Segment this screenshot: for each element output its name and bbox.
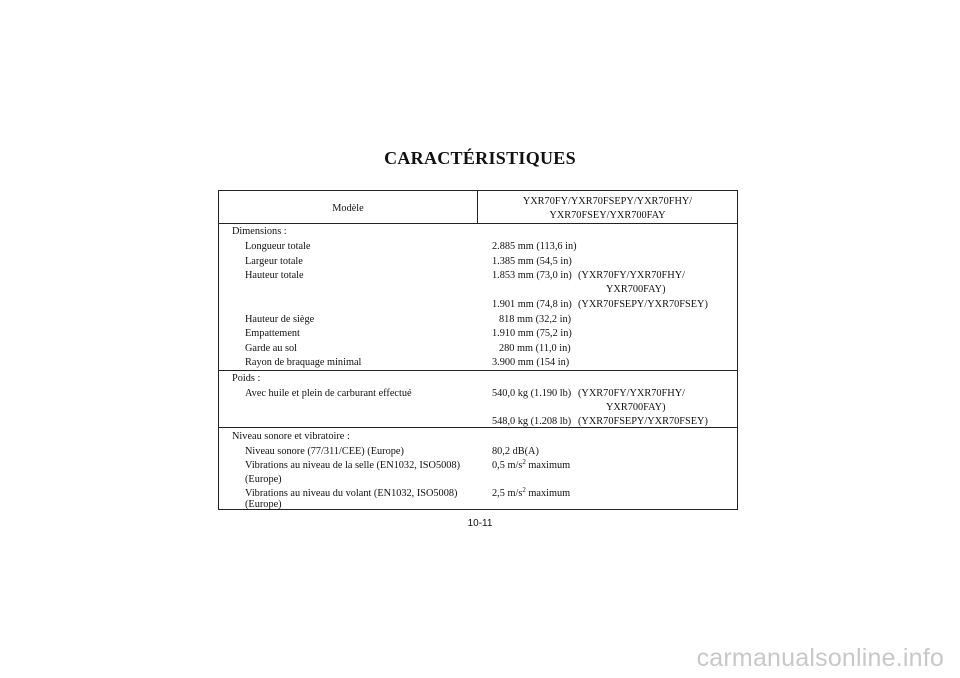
page-title: CARACTÉRISTIQUES — [384, 148, 576, 168]
overall-height-models1-line1: (YXR70FY/YXR70FHY/ — [578, 270, 685, 281]
seat-height-value: 818 mm (32,2 in) — [499, 314, 572, 325]
wheel-vibration-label-line2: (Europe) — [245, 499, 282, 510]
overall-width-value: 1.385 mm (54,5 in) — [492, 256, 572, 267]
wheelbase-label: Empattement — [245, 328, 300, 339]
overall-height-label: Hauteur totale — [245, 270, 304, 281]
dimensions-divider — [219, 370, 737, 371]
overall-length-value: 2.885 mm (113,6 in) — [492, 241, 577, 252]
specifications-table — [218, 190, 738, 510]
seat-vibration-value-exponent: 2 — [522, 458, 526, 466]
wheel-vibration-value-suffix: maximum — [525, 488, 571, 499]
turning-radius-label: Rayon de braquage minimal — [245, 357, 362, 368]
weight-divider — [219, 427, 737, 428]
wheelbase-value: 1.910 mm (75,2 in) — [492, 328, 572, 339]
weight-models1-line1: (YXR70FY/YXR70FHY/ — [578, 388, 685, 399]
ground-clearance-label: Garde au sol — [245, 343, 298, 354]
wheel-vibration-value — [492, 487, 570, 501]
overall-width-label: Largeur totale — [245, 256, 303, 267]
wheel-vibration-label-line1: Vibrations au niveau du volant (EN1032, ISO5008) — [245, 488, 458, 499]
seat-height-label: Hauteur de siège — [245, 314, 315, 325]
model-list-line2: YXR70FSEY/YXR700FAY — [549, 210, 666, 221]
overall-height-value1: 1.853 mm (73,0 in) — [492, 270, 572, 281]
weight-models1-line2: YXR700FAY) — [606, 402, 666, 413]
noise-level-label: Niveau sonore (77/311/CEE) (Europe) — [245, 446, 404, 457]
seat-vibration-label-line1: Vibrations au niveau de la selle (EN1032, ISO5008) — [245, 460, 460, 471]
seat-vibration-value-prefix: 0,5 m/s — [492, 460, 523, 471]
overall-height-models1-line2: YXR700FAY) — [606, 284, 666, 295]
turning-radius-value: 3.900 mm (154 in) — [492, 357, 570, 368]
page-number: 10-11 — [467, 518, 493, 529]
header-divider — [219, 223, 737, 224]
model-list-line1: YXR70FY/YXR70FSEPY/YXR70FHY/ — [522, 196, 693, 207]
overall-height-value2: 1.901 mm (74,8 in) — [492, 299, 572, 310]
overall-height-models2: (YXR70FSEPY/YXR70FSEY) — [578, 299, 708, 310]
model-header-label: Modèle — [332, 203, 364, 214]
wheel-vibration-value-prefix: 2,5 m/s — [492, 488, 523, 499]
noise-level-value: 80,2 dB(A) — [492, 446, 539, 457]
weight-models2: (YXR70FSEPY/YXR70FSEY) — [578, 416, 708, 427]
overall-length-label: Longueur totale — [245, 241, 311, 252]
weight-value2: 548,0 kg (1.208 lb) — [492, 416, 572, 427]
ground-clearance-value: 280 mm (11,0 in) — [499, 343, 571, 354]
weight-value1: 540,0 kg (1.190 lb) — [492, 388, 572, 399]
seat-vibration-label-line2: (Europe) — [245, 474, 282, 485]
site-watermark: carmanualsonline.info — [696, 644, 944, 672]
seat-vibration-value — [492, 459, 570, 473]
noise-heading: Niveau sonore et vibratoire : — [232, 431, 350, 442]
weight-label: Avec huile et plein de carburant effectué — [245, 388, 412, 399]
wheel-vibration-value-exponent: 2 — [522, 486, 526, 494]
weight-heading: Poids : — [232, 373, 261, 384]
seat-vibration-value-suffix: maximum — [525, 460, 571, 471]
dimensions-heading: Dimensions : — [232, 226, 287, 237]
